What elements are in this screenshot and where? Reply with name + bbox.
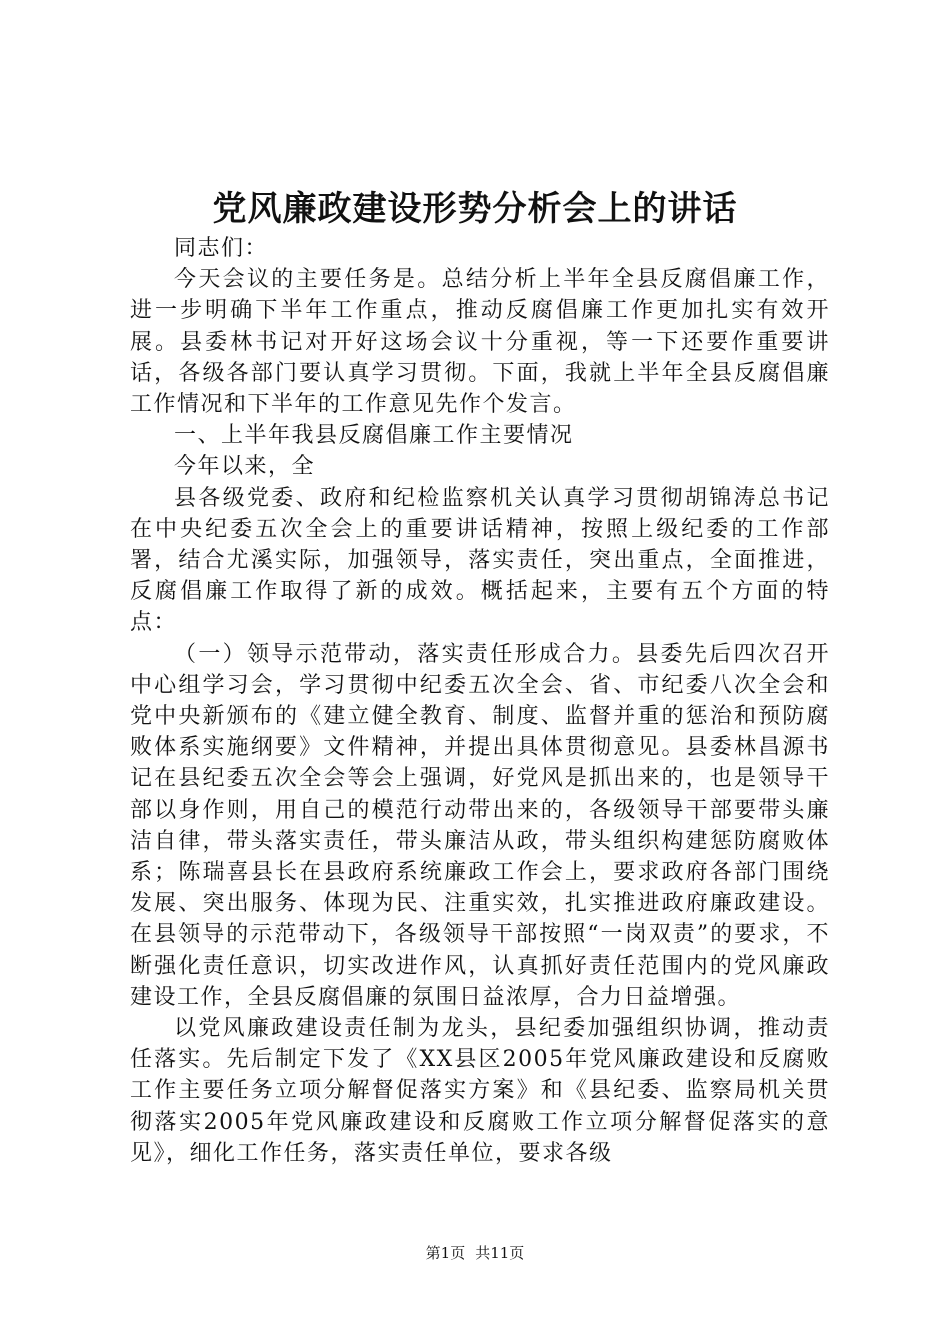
document-title: 党风廉政建设形势分析会上的讲话 bbox=[212, 189, 738, 229]
salutation: 同志们： bbox=[174, 236, 269, 261]
paragraph-intro: 今天会议的主要任务是。总结分析上半年全县反腐倡廉工作，进一步明确下半年工作重点，推动反腐倡廉工作更加扎实有效开展。县委林书记对开好这场会议十分重视，等一下还要作重要讲话，各级各部门要认真学习贯彻。下面，我就上半年全县反腐倡廉工作情况和下半年的工作意见先作个发言。 bbox=[130, 267, 830, 418]
document-body bbox=[130, 233, 830, 1169]
page-footer bbox=[0, 1243, 950, 1263]
page-number: 第1页 bbox=[425, 1244, 466, 1262]
paragraph-point-one: （一）领导示范带动，落实责任形成合力。县委先后四次召开中心组学习会，学习贯彻中纪委五次全会、省、市纪委八次全会和党中央新颁布的《建立健全教育、制度、监督并重的惩治和预防腐败体系实施纲要》文件精神，并提出具体贯彻意见。县委林昌源书记在县纪委五次全会等会上强调，好党风是抓出来的，也是领导干部以身作则，用自己的模范行动带出来的，各级领导干部要带头廉洁自律，带头落实责任，带头廉洁从政，带头组织构建惩防腐败体系；陈瑞喜县长在县政府系统廉政工作会上，要求政府各部门围绕发展、突出服务、体现为民、注重实效，扎实推进政府廉政建设。在县领导的示范带动下，各级领导干部按照“一岗双责”的要求，不断强化责任意识，切实改进作风，认真抓好责任范围内的党风廉政建设工作，全县反腐倡廉的氛围日益浓厚，合力日益增强。 bbox=[130, 641, 830, 1010]
paragraph-short: 今年以来，全 bbox=[174, 454, 316, 480]
paragraph-responsibility: 以党风廉政建设责任制为龙头，县纪委加强组织协调，推动责任落实。先后制定下发了《XX县区2005年党风廉政建设和反腐败工作主要任务立项分解督促落实方案》和《县纪委、监察局机关贯彻落实2005年党风廉政建设和反腐败工作立项分解督促落实的意见》，细化工作任务，落实责任单位，要求各级 bbox=[130, 1016, 830, 1166]
paragraph-overview: 县各级党委、政府和纪检监察机关认真学习贯彻胡锦涛总书记在中央纪委五次全会上的重要讲话精神，按照上级纪委的工作部署，结合尤溪实际，加强领导，落实责任，突出重点，全面推进，反腐倡廉工作取得了新的成效。概括起来，主要有五个方面的特点： bbox=[130, 485, 830, 636]
page-total: 共11页 bbox=[475, 1244, 525, 1262]
section-heading: 一、上半年我县反腐倡廉工作主要情况 bbox=[174, 423, 574, 449]
